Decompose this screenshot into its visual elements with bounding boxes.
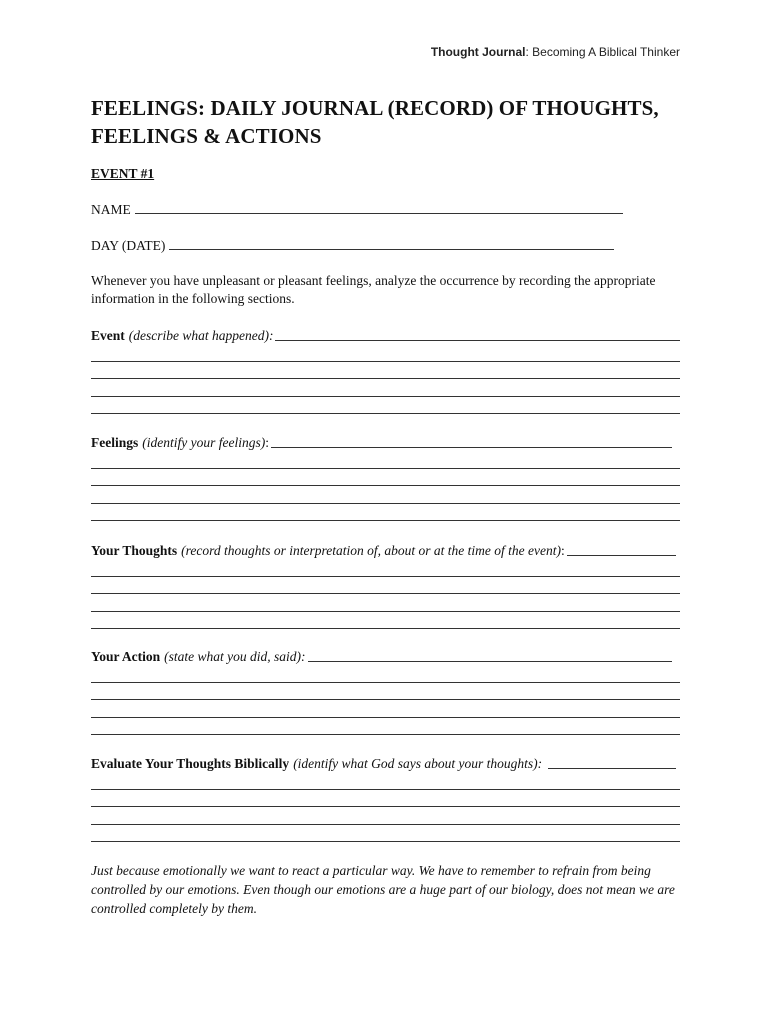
event-answer-line[interactable]	[91, 397, 680, 415]
feelings-section	[91, 433, 680, 521]
event-answer-line[interactable]	[91, 344, 680, 362]
feelings-answer-line[interactable]	[271, 446, 672, 448]
section-label: Feelings	[91, 435, 139, 450]
event-label: EVENT #1	[91, 166, 155, 181]
feelings-answer-line[interactable]	[91, 469, 680, 487]
feelings-answer-line[interactable]	[91, 504, 680, 522]
thoughts-answer-line[interactable]	[91, 577, 680, 595]
evaluate-answer-line[interactable]	[91, 772, 680, 790]
event-answer-line[interactable]	[91, 362, 680, 380]
action-answer-line[interactable]	[91, 665, 680, 683]
evaluate-answer-line[interactable]	[91, 825, 680, 843]
action-answer-line[interactable]	[91, 683, 680, 701]
action-answer-line[interactable]	[308, 660, 672, 662]
section-hint: (describe what happened):	[128, 328, 274, 343]
event-section	[91, 326, 680, 414]
feelings-answer-line[interactable]	[91, 451, 680, 469]
name-label: NAME	[91, 202, 131, 217]
feelings-answer-line[interactable]	[91, 486, 680, 504]
header-subtitle: : Becoming A Biblical Thinker	[525, 45, 680, 59]
action-answer-line[interactable]	[91, 700, 680, 718]
page-title: FEELINGS: DAILY JOURNAL (RECORD) OF THOUGHTS, FEELINGS & ACTIONS	[91, 96, 659, 148]
section-label: Event	[91, 328, 125, 343]
section-label: Your Action	[91, 649, 161, 664]
thoughts-answer-line[interactable]	[567, 554, 676, 556]
instructions-text: Whenever you have unpleasant or pleasant feelings, analyze the occurrence by recording the appropriate information in the following sections.	[91, 273, 656, 306]
action-prompt[interactable]	[91, 647, 680, 665]
name-input-line[interactable]	[135, 201, 623, 214]
action-answer-line[interactable]	[91, 718, 680, 736]
thoughts-prompt[interactable]	[91, 541, 680, 559]
section-hint: (identify your feelings)	[142, 435, 266, 450]
evaluate-prompt[interactable]	[91, 754, 680, 772]
thoughts-answer-line[interactable]	[91, 559, 680, 577]
thoughts-answer-line[interactable]	[91, 594, 680, 612]
thoughts-section	[91, 541, 680, 629]
header-title: Thought Journal	[430, 45, 526, 59]
event-answer-line[interactable]	[275, 339, 680, 341]
action-section	[91, 647, 680, 735]
section-hint: (state what you did, said):	[164, 649, 306, 664]
event-prompt[interactable]	[91, 326, 680, 344]
section-label: Your Thoughts	[91, 543, 178, 558]
section-suffix: :	[561, 543, 565, 558]
event-answer-line[interactable]	[91, 379, 680, 397]
section-label: Evaluate Your Thoughts Biblically	[91, 756, 290, 771]
closing-note: Just because emotionally we want to react a particular way. We have to remember to refrain from being controlled by our emotions. Even though our emotions are a huge part of our biology, does not mean we are controlled completely by them.	[91, 863, 675, 916]
evaluate-section	[91, 754, 680, 842]
name-field[interactable]	[91, 201, 623, 218]
date-input-line[interactable]	[169, 237, 614, 250]
page-header	[431, 45, 680, 59]
section-suffix: :	[265, 435, 269, 450]
date-label: DAY (DATE)	[91, 238, 166, 253]
evaluate-answer-line[interactable]	[91, 807, 680, 825]
thoughts-answer-line[interactable]	[91, 612, 680, 630]
evaluate-answer-line[interactable]	[548, 767, 676, 769]
feelings-prompt[interactable]	[91, 433, 680, 451]
section-hint: (record thoughts or interpretation of, about or at the time of the event)	[181, 543, 561, 558]
section-hint: (identify what God says about your thoughts):	[293, 756, 543, 771]
evaluate-answer-line[interactable]	[91, 790, 680, 808]
date-field[interactable]	[91, 237, 614, 254]
